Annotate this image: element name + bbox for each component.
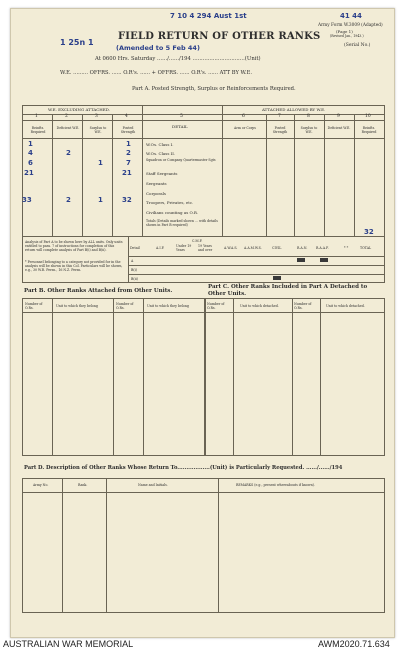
col-head: Number of O.Rs. <box>294 302 312 310</box>
revised-label: (Revised Jan., 1943.) <box>330 34 364 38</box>
col-line <box>106 478 107 613</box>
analysis-row-label: B(ii) <box>131 277 138 281</box>
divider <box>128 265 385 266</box>
col-line <box>113 298 114 456</box>
analysis-note: Analysis of Part A to be shown here by ALL units. Only units entitled to para. 7 of instructions for completion of this return will complete analysis of Part B(i) and B(ii). <box>25 240 123 252</box>
col-number: 6 <box>242 114 245 119</box>
part-d-title: Part D. Description of Other Ranks Whose Return To..................(Unit) is Particularly Requested. ....../....../194 <box>24 465 343 471</box>
row-value: 1 <box>98 159 103 167</box>
divider <box>22 236 385 237</box>
we-line: W.E. ......... OFFRS. ...... O.R's. ...... + OFFRS. ...... O.R's. ...... ATT BY W.E. <box>60 70 253 76</box>
divider <box>128 274 385 275</box>
row-label: Troopers, Privates, etc. <box>146 200 194 205</box>
analysis-head: Under 19 Years <box>176 244 192 252</box>
analysis-head: A.A.M.W.S. <box>244 246 262 250</box>
analysis-row-label: A <box>131 259 134 263</box>
part-b-title: Part B. Other Ranks Attached from Other Units. <box>24 288 173 294</box>
col-line <box>294 114 295 236</box>
redaction-mark <box>273 276 281 280</box>
col-line <box>142 105 143 236</box>
redaction-mark <box>320 258 328 262</box>
col-number: 10 <box>365 114 371 119</box>
col-head: Unit to which detached. <box>240 304 279 308</box>
serial-label: (Serial No.) <box>344 43 371 48</box>
part-c-table <box>205 298 385 456</box>
row-value: 1 <box>98 196 103 204</box>
total-value: 32 <box>364 228 374 236</box>
col-head: Unit to which detached. <box>326 304 365 308</box>
col-line <box>292 298 293 456</box>
row-value: 2 <box>66 196 71 204</box>
row-value: 1 <box>126 140 131 148</box>
col-line <box>324 114 325 236</box>
col-head: Number of O.Rs. <box>207 302 225 310</box>
col-line <box>143 298 144 456</box>
col-line <box>218 478 219 613</box>
row-value: 21 <box>122 169 132 177</box>
row-label: W.Os. Class II. <box>146 151 176 156</box>
row-label: Squadron or Company Quartermaster Sgts <box>146 158 216 162</box>
col-head: Rank. <box>78 483 88 487</box>
analysis-head: A.I.F. <box>156 246 165 250</box>
col-line <box>354 114 355 236</box>
row-label: Staff Sergeants <box>146 171 178 176</box>
date-unit-line: At 0600 Hrs. Saturday ....../....../194 ...............................(Unit) <box>95 56 261 62</box>
col-number: 8 <box>307 114 310 119</box>
analysis-head: 19 Years and over <box>198 244 213 252</box>
corner-number: 41 44 <box>340 12 362 20</box>
handwritten-left: 1 25n 1 <box>60 38 94 47</box>
row-value: 32 <box>122 196 132 204</box>
footer-right: AWM2020.71.634 <box>318 639 390 649</box>
subhead: Surplus to W.E. <box>300 126 318 134</box>
row-value: 4 <box>28 149 33 157</box>
row-value: 1 <box>28 140 33 148</box>
we-excluding-header: W.E. EXCLUDING ATTACHED. <box>48 107 111 112</box>
divider <box>22 492 385 493</box>
row-value: 21 <box>24 169 34 177</box>
col-number: 9 <box>337 114 340 119</box>
analysis-head: R.A.A.F. <box>316 246 329 250</box>
detail-head: DETAIL <box>172 124 188 129</box>
handwritten-stamp: 7 10 4 294 Aust 1st <box>170 12 247 20</box>
col-head: Number of O.Rs. <box>116 302 134 310</box>
col-line <box>52 114 53 236</box>
col-head: REMARKS (e.g., present whereabouts if known). <box>236 483 315 487</box>
row-value: 6 <box>28 159 33 167</box>
col-line <box>52 298 53 456</box>
col-head: Unit to which they belong <box>147 304 189 308</box>
divider <box>22 120 385 121</box>
col-number: 1 <box>35 114 38 119</box>
page-label: (Page 1) <box>336 29 353 34</box>
analysis-head: * * <box>344 246 349 250</box>
subhead: Arm or Corps <box>234 126 256 130</box>
subhead: Surplus to W.E. <box>89 126 107 134</box>
col-number: 7 <box>278 114 281 119</box>
row-value: 33 <box>22 196 32 204</box>
analysis-footnote: * Personnel belonging to a category not provided for in the analysis will be shown in this Col. Particulars will be shown, e.g., 30 W.R. Persn., 16 N.Z. Persn. <box>25 260 123 272</box>
col-line <box>112 114 113 236</box>
divider <box>128 236 129 283</box>
col-line <box>222 105 223 236</box>
row-value: 2 <box>66 149 71 157</box>
redaction-mark <box>297 258 305 262</box>
subhead: Posted Strength <box>272 126 288 134</box>
analysis-row-label: B(i) <box>131 268 137 272</box>
form-title: FIELD RETURN OF OTHER RANKS <box>118 31 321 42</box>
col-number: 4 <box>125 114 128 119</box>
part-a-title: Part A. Posted Strength, Surplus or Reinforcements Required. <box>132 86 296 92</box>
row-value: 7 <box>126 159 131 167</box>
row-label: W.Os. Class I. <box>146 142 174 147</box>
divider <box>205 312 385 313</box>
col-line <box>266 114 267 236</box>
divider <box>22 114 385 115</box>
part-c-title: Part C. Other Ranks Included in Part A Detached to Other Units. <box>208 284 368 297</box>
col-line <box>62 478 63 613</box>
subhead: Posted Strength <box>120 126 136 134</box>
col-head: Army No. <box>33 483 49 487</box>
row-label: Corporals <box>146 191 166 196</box>
row-value: 2 <box>126 149 131 157</box>
subhead: Reinfts. Required <box>30 126 46 134</box>
col-line <box>320 298 321 456</box>
col-number: 2 <box>65 114 68 119</box>
part-d-table <box>22 478 385 613</box>
divider <box>22 138 385 139</box>
analysis-head: Detail <box>130 246 140 250</box>
subhead: Reinfts. Required <box>361 126 377 134</box>
col-head: Unit to which they belong <box>56 304 98 308</box>
subhead: Deficient W.E. <box>56 126 80 130</box>
analysis-head: CIVIL <box>272 246 282 250</box>
col-head: Number of O.Rs. <box>25 302 43 310</box>
divider <box>128 256 385 257</box>
col-line <box>82 114 83 236</box>
army-form-label: Army Form W.3009 (Adapted) <box>318 23 383 28</box>
analysis-head: A.W.A.S. <box>224 246 238 250</box>
subhead: Deficient W.E. <box>327 126 351 130</box>
analysis-head: TOTAL <box>360 246 372 250</box>
amended-note: (Amended to 5 Feb 44) <box>116 44 200 52</box>
cmf-label: C.M.F. <box>192 239 203 243</box>
col-head: Name and Initials. <box>138 483 168 487</box>
col-line <box>233 298 234 456</box>
row-label: Totals (Details marked shown ... with details shown in Part B required) <box>146 219 218 227</box>
col-number: 5 <box>180 114 183 119</box>
col-number: 3 <box>95 114 98 119</box>
row-label: Civilians counting as O.R. <box>146 210 199 215</box>
attached-header: ATTACHED ALLOWED BY W.E. <box>262 107 326 112</box>
analysis-head: R.A.N. <box>297 246 308 250</box>
footer-left: AUSTRALIAN WAR MEMORIAL <box>3 639 134 649</box>
row-label: Sergeants <box>146 181 167 186</box>
